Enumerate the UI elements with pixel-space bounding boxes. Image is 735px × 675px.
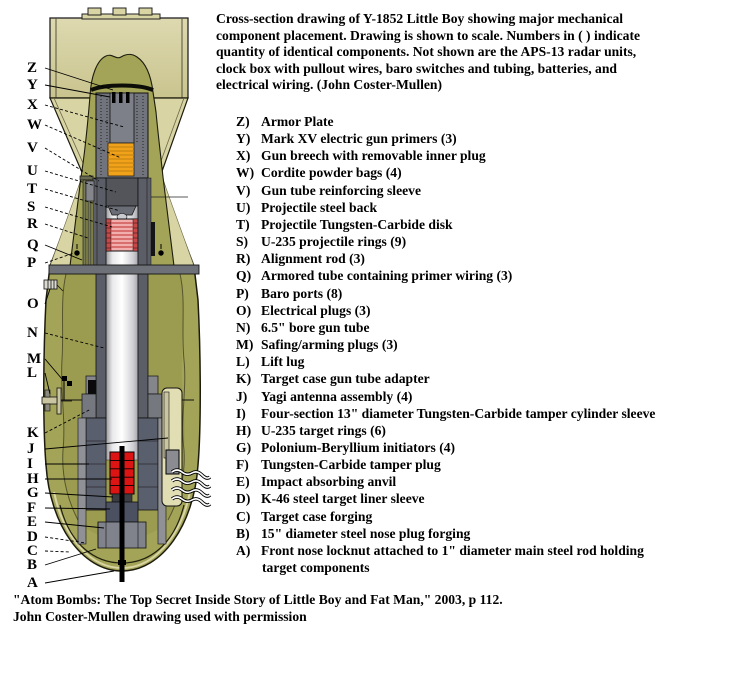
legend-item-U [236, 199, 655, 216]
gun-primer-1 [112, 92, 116, 103]
legend-item-O [236, 302, 655, 319]
legend-key: I) [236, 405, 246, 421]
legend-text: Polonium-Beryllium initiators (4) [261, 439, 456, 455]
legend-text: Four-section 13" diameter Tungsten-Carbide tamper cylinder sleeve [261, 405, 656, 421]
diagram-label-J: J [27, 441, 35, 457]
legend-key: T) [236, 216, 250, 232]
legend-item-B [236, 525, 655, 542]
citation [13, 592, 503, 625]
intro-paragraph [216, 11, 640, 94]
legend-text: U-235 target rings (6) [261, 422, 386, 438]
legend-key: Y) [236, 131, 251, 147]
diagram-label-O: O [27, 296, 39, 312]
legend-text: Armored tube containing primer wiring (3) [261, 268, 513, 284]
gun-primer-3 [126, 92, 130, 103]
legend-text: Gun breech with removable inner plug [261, 148, 486, 164]
legend-text: Yagi antenna assembly (4) [261, 388, 413, 404]
legend-text: Armor Plate [261, 114, 334, 129]
legend-item-C [236, 508, 655, 525]
diagram-label-Z: Z [27, 60, 38, 76]
baro-port-left [74, 250, 79, 255]
diagram-label-K: K [27, 425, 39, 441]
legend-item-R [236, 250, 655, 267]
legend-text-continuation: target components [262, 560, 370, 576]
citation-line-2: John Coster-Mullen drawing used with permission [13, 608, 307, 624]
component-legend [236, 113, 655, 576]
legend-key: G) [236, 439, 252, 455]
legend-item-Y [236, 130, 655, 147]
legend-text: Alignment rod (3) [261, 251, 365, 267]
legend-key: A) [236, 542, 251, 558]
legend-key: Z) [236, 114, 250, 129]
diagram-label-V: V [27, 140, 38, 156]
legend-item-P [236, 285, 655, 302]
diagram-label-Q: Q [27, 237, 39, 253]
diagram-label-W: W [27, 117, 42, 133]
intro-line-2: component placement. Drawing is shown to scale. Numbers in ( ) indicate [216, 27, 641, 43]
legend-item-V [236, 182, 655, 199]
legend-item-D [236, 490, 655, 507]
legend-text: Electrical plugs (3) [261, 302, 371, 318]
gun-tube-wall-right [138, 178, 148, 418]
diagram-label-H: H [27, 471, 39, 487]
legend-text: 6.5" bore gun tube [261, 319, 370, 335]
legend-text: Projectile steel back [261, 199, 378, 215]
legend-key: X) [236, 148, 251, 164]
legend-item-L [236, 353, 655, 370]
legend-key: R) [236, 251, 251, 267]
diagram-label-L: L [27, 365, 38, 381]
diagram-label-U: U [27, 163, 38, 179]
legend-item-A [236, 542, 655, 559]
legend-text: U-235 projectile rings (9) [261, 234, 407, 250]
mid-bulkhead [49, 265, 199, 274]
legend-item-Q [236, 267, 655, 284]
diagram-label-E: E [27, 514, 38, 530]
baro-port-right [158, 250, 163, 255]
projectile-steel-back [106, 178, 138, 206]
legend-text: Baro ports (8) [261, 285, 343, 301]
legend-key: S) [236, 234, 249, 250]
alignment-rod-1 [83, 180, 86, 270]
legend-key: B) [236, 525, 250, 541]
front-nose-locknut [118, 560, 126, 565]
diagram-label-A: A [27, 575, 38, 591]
legend-key: Q) [236, 268, 252, 284]
legend-item-M [236, 336, 655, 353]
legend-text: Safing/arming plugs (3) [261, 337, 398, 353]
diagram-label-R: R [27, 216, 38, 232]
diagram-label-C: C [27, 543, 38, 559]
diagram-label-F: F [27, 500, 37, 516]
legend-key: U) [236, 199, 251, 215]
legend-item-F [236, 456, 655, 473]
legend-text: Impact absorbing anvil [261, 474, 397, 490]
legend-key: H) [236, 422, 252, 438]
legend-key: J) [236, 388, 248, 404]
cordite-powder-bags [108, 143, 134, 176]
legend-text: Gun tube reinforcing sleeve [261, 182, 421, 198]
legend-text: K-46 steel target liner sleeve [261, 491, 425, 507]
diagram-label-B: B [27, 557, 38, 573]
legend-item-Z [236, 113, 655, 130]
legend-item-S [236, 233, 655, 250]
leader-line-C [45, 551, 70, 552]
legend-key: L) [236, 354, 250, 370]
legend-item-I [236, 405, 655, 422]
legend-text: Cordite powder bags (4) [261, 165, 402, 181]
gun-tube-wall-left [96, 178, 106, 418]
legend-text: Lift lug [261, 354, 305, 370]
diagram-label-T: T [27, 181, 38, 197]
legend-key: E) [236, 474, 250, 490]
intro-line-3: quantity of identical components. Not shown are the APS-13 radar units, [216, 44, 637, 60]
legend-text: Target case forging [261, 508, 373, 524]
intro-line-1: Cross-section drawing of Y-1852 Little Boy showing major mechanical [216, 11, 624, 26]
legend-key: K) [236, 371, 252, 387]
legend-key: F) [236, 457, 249, 473]
tail-mount-lug-1 [88, 8, 101, 15]
legend-item-N [236, 319, 655, 336]
legend-text: 15" diameter steel nose plug forging [261, 525, 471, 541]
legend-item-J [236, 388, 655, 405]
reinforcing-sleeve-right [147, 178, 151, 270]
diagram-label-G: G [27, 485, 39, 501]
legend-item-K [236, 370, 655, 387]
legend-key: P) [236, 285, 249, 301]
legend-text: Projectile Tungsten-Carbide disk [261, 216, 453, 232]
legend-key: N) [236, 319, 251, 335]
legend-item-X [236, 147, 655, 164]
diagram-label-P: P [27, 255, 37, 271]
legend-item-H [236, 422, 655, 439]
intro-line-4: clock box with pullout wires, baro switches and tubing, batteries, and [216, 60, 617, 76]
leader-line-A [45, 571, 114, 583]
diagram-label-M: M [27, 351, 42, 367]
legend-key: M) [236, 337, 254, 353]
legend-item-G [236, 439, 655, 456]
diagram-label-N: N [27, 325, 38, 341]
diagram-label-X: X [27, 97, 38, 113]
legend-text: Front nose locknut attached to 1" diameter main steel rod holding [261, 542, 644, 558]
legend-key: C) [236, 508, 251, 524]
gun-primer-2 [119, 92, 123, 103]
legend-item-E [236, 473, 655, 490]
u235-projectile-rings [106, 219, 138, 251]
legend-key: O) [236, 302, 252, 318]
tail-mount-lug-2 [113, 8, 126, 15]
legend-text: Tungsten-Carbide tamper plug [261, 457, 441, 473]
intro-line-5: electrical wiring. (John Coster-Mullen) [216, 77, 443, 93]
diagram-label-S: S [27, 199, 36, 215]
diagram-label-D: D [27, 529, 38, 545]
legend-key: W) [236, 165, 255, 181]
legend-item-T [236, 216, 655, 233]
diagram-label-Y: Y [27, 77, 38, 93]
legend-item-W [236, 164, 655, 181]
diagram-label-I: I [27, 456, 33, 472]
bomb-cross-section-drawing [0, 0, 215, 595]
citation-line-1: "Atom Bombs: The Top Secret Inside Story of Little Boy and Fat Man," 2003, p 112. [13, 592, 503, 607]
tail-mount-lug-3 [139, 8, 152, 15]
legend-text: Target case gun tube adapter [261, 371, 430, 387]
legend-text: Mark XV electric gun primers (3) [261, 131, 457, 147]
legend-key: D) [236, 491, 251, 507]
legend-key: V) [236, 182, 251, 198]
